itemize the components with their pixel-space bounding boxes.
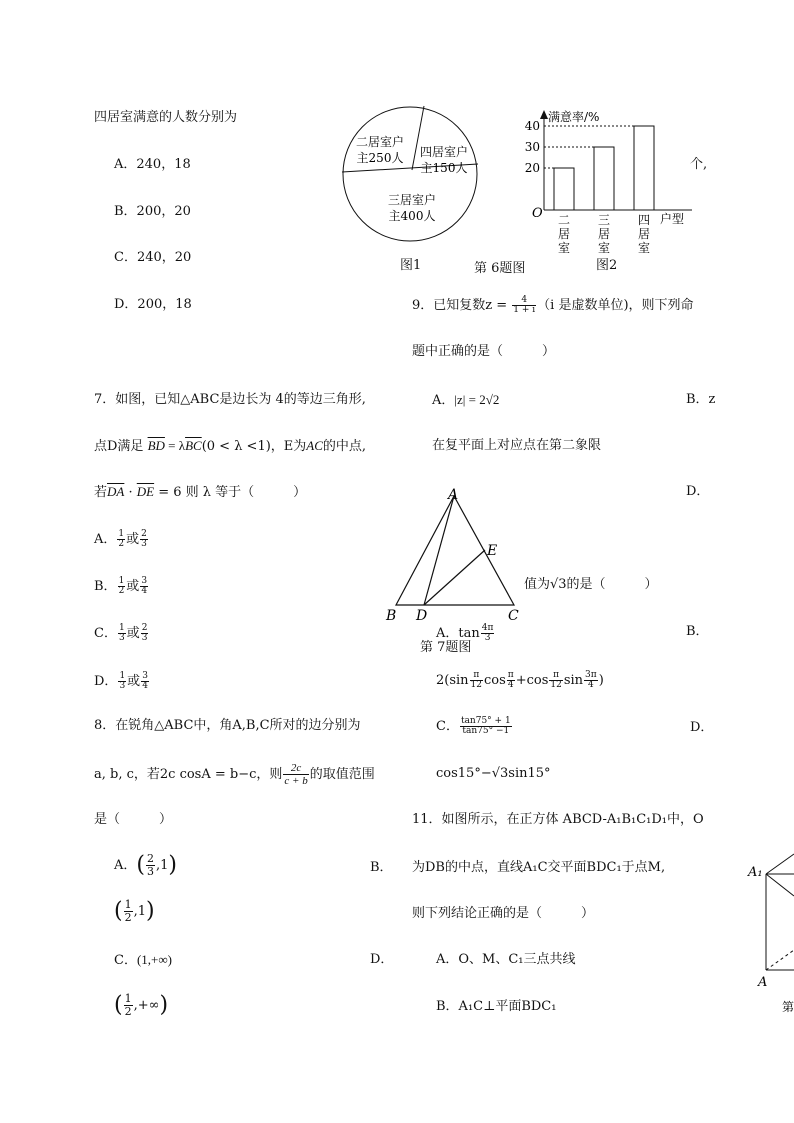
q7-option-d: D． $\frac{1}{3}$ 或 $\frac{3}{4}$	[94, 671, 148, 691]
label-a: A	[448, 487, 459, 503]
bar-2	[594, 147, 614, 210]
bar-origin: O	[532, 206, 543, 221]
q9-quadrant-line: 在复平面上对应点在第二象限	[432, 438, 602, 453]
q11-option-b: B．A₁C⊥平面BDC₁	[436, 999, 557, 1014]
q8-line3: 是（ ）	[94, 812, 173, 827]
q8-option-a: A．( $\frac{2}{3}$ ,1)	[114, 852, 177, 878]
pie-label-two-bedroom-l2: 主250人	[356, 151, 404, 165]
q10-option-a: A．tan $\frac{4\pi}{3}$	[436, 623, 494, 643]
cube-label-a1: A₁	[748, 865, 763, 880]
stray-text-top: 个,	[690, 157, 708, 172]
q8-option-d-label: D．	[370, 952, 394, 967]
q11-option-a: A．O、M、C₁三点共线	[436, 952, 576, 967]
y-tick-20: 20	[524, 161, 540, 175]
segment-de	[424, 550, 485, 605]
q7-line1: 7．如图，已知△ABC是边长为 4的等边三角形,	[94, 392, 366, 407]
q7-option-c: C． $\frac{1}{3}$ 或 $\frac{2}{3}$	[94, 623, 148, 643]
q10-option-d: D．	[690, 720, 714, 735]
figure-7-caption: 第 7题图	[420, 640, 472, 655]
label-e: E	[487, 543, 498, 559]
bar-ylabel: 满意率/%	[548, 110, 600, 124]
bar-category-2-char-2: 居	[597, 227, 611, 241]
y-tick-40: 40	[524, 119, 540, 133]
q8-line1: 8．在锐角△ABC中，角A,B,C所对的边分别为	[94, 718, 361, 733]
q11-line1: 11．如图所示，在正方体 ABCD-A₁B₁C₁D₁中，O	[412, 812, 704, 827]
label-d: D	[416, 608, 428, 624]
q10-option-d-expression: cos15°−√3sin15°	[436, 766, 551, 781]
bar-xlabel: 户型	[660, 212, 685, 226]
q6-option-d: D．200，18	[114, 297, 192, 312]
q7-option-b: B． $\frac{1}{2}$ 或 $\frac{3}{4}$	[94, 576, 148, 596]
q8-option-d-value: ( $\frac{1}{2}$ ,+∞)	[114, 992, 169, 1018]
cube-caption-partial: 第	[782, 1000, 794, 1014]
pie-label-four-bedroom-l2: 主150人	[420, 161, 468, 175]
q11-line3: 则下列结论正确的是（ ）	[412, 906, 595, 921]
q7-line2: 点D满足 $\overline{BD} = \lambda\overline{BC}(0 < \lambda <1)$，E为AC的中点,	[94, 438, 367, 454]
pie-label-four-bedroom-l1: 四居室户	[419, 145, 469, 159]
pie-caption: 图1	[400, 258, 422, 273]
q9-option-a: A．|z| = 2√2	[432, 392, 500, 408]
q6-option-b: B．200，20	[114, 204, 191, 219]
q6-option-c: C．240，20	[114, 250, 192, 265]
bar-category-3-char-1: 四	[637, 213, 651, 227]
pie-label-three-bedroom-l2: 主400人	[388, 209, 436, 223]
pie-label-three-bedroom-l1: 三居室户	[387, 193, 437, 207]
bar-category-3-char-3: 室	[637, 241, 651, 255]
cube-figure-partial	[746, 846, 794, 1016]
pie-chart	[340, 104, 480, 244]
bar-3	[634, 126, 654, 210]
triangle-figure	[384, 486, 534, 626]
q9-line1: 9．已知复数z = $\frac{4}{1 + i}$ （i 是虚数单位)，则下列命	[412, 295, 694, 315]
q10-fragment: 值为√3的是（ ）	[524, 577, 658, 592]
q11-line2: 为DB的中点，直线A₁C交平面BDC₁于点M,	[412, 860, 666, 875]
q8-option-b-label: B．	[370, 860, 393, 875]
figure-6-caption: 第 6题图	[474, 261, 526, 276]
bar-category-3-char-2: 居	[637, 227, 651, 241]
q9-line2: 题中正确的是（ ）	[412, 344, 556, 359]
q8-option-b-value: ( $\frac{1}{2}$ ,1)	[114, 898, 155, 924]
segment-ad	[424, 496, 454, 605]
q10-option-c: C． $\frac{\tan 75^\circ + 1}{\tan 75^\circ -1}$	[436, 716, 511, 736]
bar-category-2-char-3: 室	[597, 241, 611, 255]
bar-caption: 图2	[596, 258, 618, 273]
q9-option-d: D．	[686, 484, 710, 499]
label-b: B	[386, 608, 397, 624]
bar-chart	[520, 104, 700, 254]
q6-option-a: A．240，18	[114, 157, 191, 172]
q6-stem-tail: 四居室满意的人数分别为	[94, 110, 238, 125]
y-axis-arrow	[540, 110, 548, 119]
bar-category-1-char-1: 二	[557, 213, 571, 227]
q9-option-b: B．z	[686, 392, 716, 407]
q10-option-b-expression: 2(sin $\frac{\pi}{12}$ cos $\frac{\pi}{4}$ +cos $\frac{\pi}{12}$ sin $\frac{3\pi}{4}$ )	[436, 670, 604, 690]
q8-line2: a, b, c，若2c cosA = b−c，则 $\frac{2c}{c + b}$ 的取值范围	[94, 762, 375, 787]
q7-line3: 若$\overline{DA} \cdot \overline{DE} = 6$ 则 λ 等于（ ）	[94, 484, 307, 500]
pie-label-two-bedroom-l1: 二居室户	[355, 135, 405, 149]
q7-option-a: A． $\frac{1}{2}$ 或 $\frac{2}{3}$	[94, 529, 147, 549]
q8-option-c: C．(1,+∞)	[114, 952, 172, 968]
y-tick-30: 30	[524, 140, 540, 154]
bar-1	[554, 168, 574, 210]
bar-category-2-char-1: 三	[597, 213, 611, 227]
bar-category-1-char-3: 室	[557, 241, 571, 255]
bar-category-1-char-2: 居	[557, 227, 571, 241]
cube-label-a: A	[758, 975, 768, 990]
q10-option-b: B．	[686, 624, 709, 639]
label-c: C	[508, 608, 519, 624]
